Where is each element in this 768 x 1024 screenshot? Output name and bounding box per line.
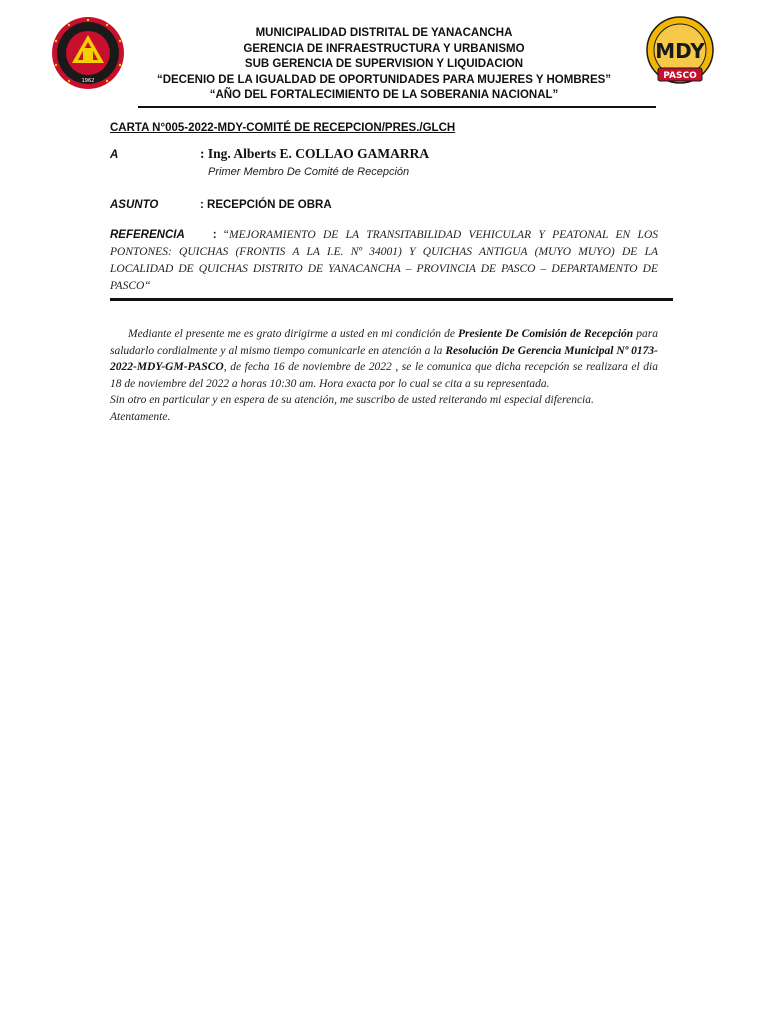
subject-value: : RECEPCIÓN DE OBRA <box>200 199 332 211</box>
reference-text: “MEJORAMIENTO DE LA TRANSITABILIDAD VEHICULAR Y PEATONAL EN LOS PONTONES: QUICHAS (FRONTIS A LA I.E. Nº 34001) Y QUICHAS ANTIGUA (MUYO MUYO) DE LA LOCALIDAD DE QUICHAS DISTRITO DE YANACANCHA – PROVINCIA DE PASCO – DEPARTAMENTO DE PASCO“ <box>110 229 658 292</box>
letterhead-line-5: “AÑO DEL FORTALECIMIENTO DE LA SOBERANIA NACIONAL” <box>209 89 559 101</box>
body-emphasis-role: Presiente De Comisión de Recepción <box>458 328 634 340</box>
reference-colon: : <box>212 229 217 241</box>
recipient-role: Primer Membro De Comité de Recepción <box>208 166 410 178</box>
header-divider <box>138 106 656 108</box>
letterhead-line-3: SUB GERENCIA DE SUPERVISION Y LIQUIDACION <box>244 58 524 70</box>
letterhead <box>140 26 628 104</box>
badge-sub-text: PASCO <box>663 71 697 81</box>
letterhead-line-1: MUNICIPALIDAD DISTRITAL DE YANACANCHA <box>255 27 513 39</box>
letterhead-line-4: “DECENIO DE LA IGUALDAD DE OPORTUNIDADES PARA MUJERES Y HOMBRES” <box>156 73 612 86</box>
body-text: Mediante el presente me es grato dirigirme a usted en mi condición de <box>128 328 459 340</box>
recipient-name: : Ing. Alberts E. COLLAO GAMARRA <box>200 146 430 161</box>
body-text: para saludarlo cordialmente y al mismo tiempo comunicarle en atención a la <box>110 328 658 357</box>
letter-reference-code: CARTA N°005-2022-MDY-COMITÉ DE RECEPCION/PRES./GLCH <box>110 122 456 134</box>
body-paragraph-1 <box>110 326 658 392</box>
letterhead-line-2: GERENCIA DE INFRAESTRUCTURA Y URBANISMO <box>243 42 525 55</box>
body-emphasis-resolution: Resolución De Gerencia Municipal Nº 0173-2022-MDY-GM-PASCO <box>110 344 659 374</box>
body-text: , de fecha 16 de noviembre de 2022 , se le comunica que dicha recepción se realizara el dia 18 de noviembre del 2022 a horas 10:30 am. Hora exacta por lo cual se cita a su representada. <box>110 361 658 390</box>
reference-divider <box>110 298 673 301</box>
recipient-label: A <box>110 149 119 161</box>
reference-block <box>110 227 658 295</box>
subject-label: ASUNTO <box>110 199 159 211</box>
seal-year: 1962 <box>81 78 95 84</box>
body-closing: Atentamente. <box>110 410 171 423</box>
reference-label: REFERENCIA <box>110 229 185 241</box>
body-paragraph-2: Sin otro en particular y en espera de su atención, me suscribo de usted reiterando mi especial diferencia. <box>110 394 594 407</box>
letter-body <box>110 326 658 426</box>
engineers-college-seal-icon <box>49 16 127 90</box>
badge-main-text: MDY <box>655 39 705 63</box>
mdy-pasco-badge-icon <box>640 16 720 88</box>
